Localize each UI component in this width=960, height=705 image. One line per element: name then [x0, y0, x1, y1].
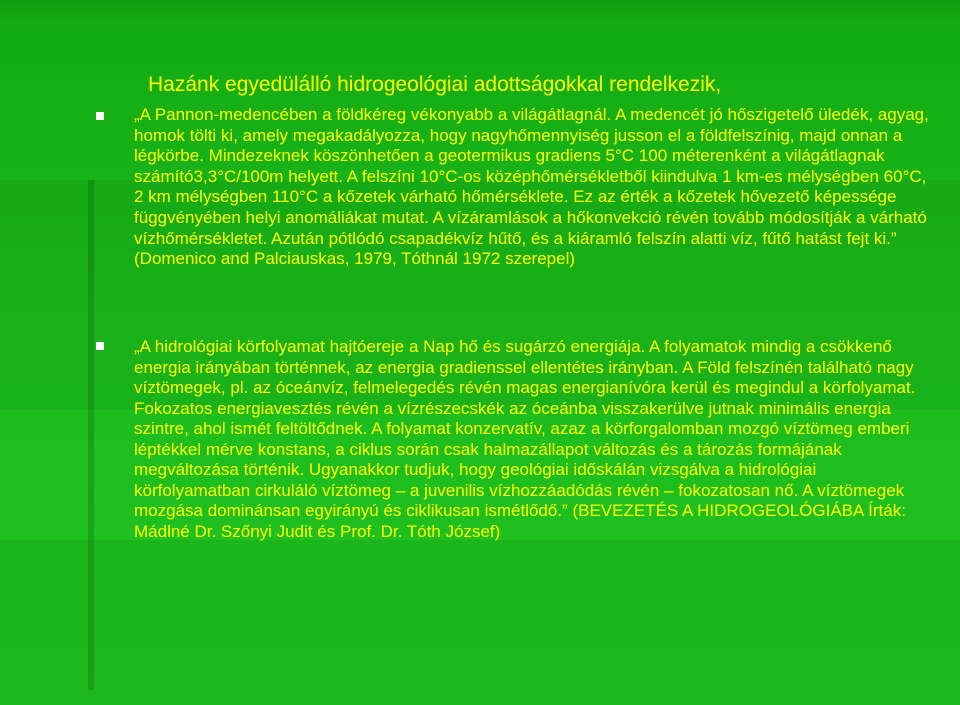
bullet-text-pannon: „A Pannon-medencében a földkéreg vékonyabb a világátlagnál. A medencét jó hőszigetelő üledék, agyag, homok tölti ki, amely megakadályozza, hogy nagyhőmennyiség jusson el a földfelszínig, majd onnan a légkörbe. Mindezeknek köszönhetően a geotermikus gradiens 5°C 100 méterenként a világátlagnak számító3,3°C/100m helyett. A felszíni 10°C-os középhőmérsékletből kiindulva 1 km-es mélységben 60°C, 2 km mélységben 110°C a kőzetek várható hőmérséklete. Ez az érték a kőzetek hővezető képessége függvényében helyi anomáliákat mutat. A vízáramlások a hőkonvekció révén tovább módosítják a várható vízhőmérsékletet. Azután pótlódó csapadékvíz hűtő, és a kiáramló felszín alatti víz, fűtő hatást fejt ki.” (Domenico and Palciauskas, 1979, Tóthnál 1972 szerepel) — [134, 105, 929, 269]
bullet-text-hydrology: „A hidrológiai körfolyamat hajtóereje a Nap hő és sugárzó energiája. A folyamatok mindig a csökkenő energia irányában történnek, az energia gradienssel ellentétes irányban. A Föld felszínén található nagy víztömegek, pl. az óceánvíz, felmelegedés révén magas energianívóra kerül és megindul a körfolyamat. Fokozatos energiavesztés révén a vízrészecskék az óceánba visszakerülve jutnak minimális energia szintre, ahol ismét feltöltődnek. A folyamat konzervatív, azaz a körforgalomban mozgó víztömeg emberi léptékkel mérve konstans, a ciklus során csak halmazállapot változás és a tározás formájának megváltozása történik. Ugyanakkor tudjuk, hogy geológiai időskálán vizsgálva a hidrológiai körfolyamatban cirkuláló víztömeg – a juvenilis vízhozzáadódás révén – fokozatosan nő. A víztömegek mozgása dominánsan egyirányú és ciklikusan ismétlődő.” (BEVEZETÉS A HIDROGEOLÓGIÁBA Írták: Mádlné Dr. Szőnyi Judit és Prof. Dr. Tóth József) — [134, 337, 916, 541]
bullet-square-icon — [96, 112, 104, 120]
bullet-square-icon — [96, 342, 104, 350]
slide-title: Hazánk egyedülálló hidrogeológiai adottságokkal rendelkezik, — [148, 73, 722, 96]
